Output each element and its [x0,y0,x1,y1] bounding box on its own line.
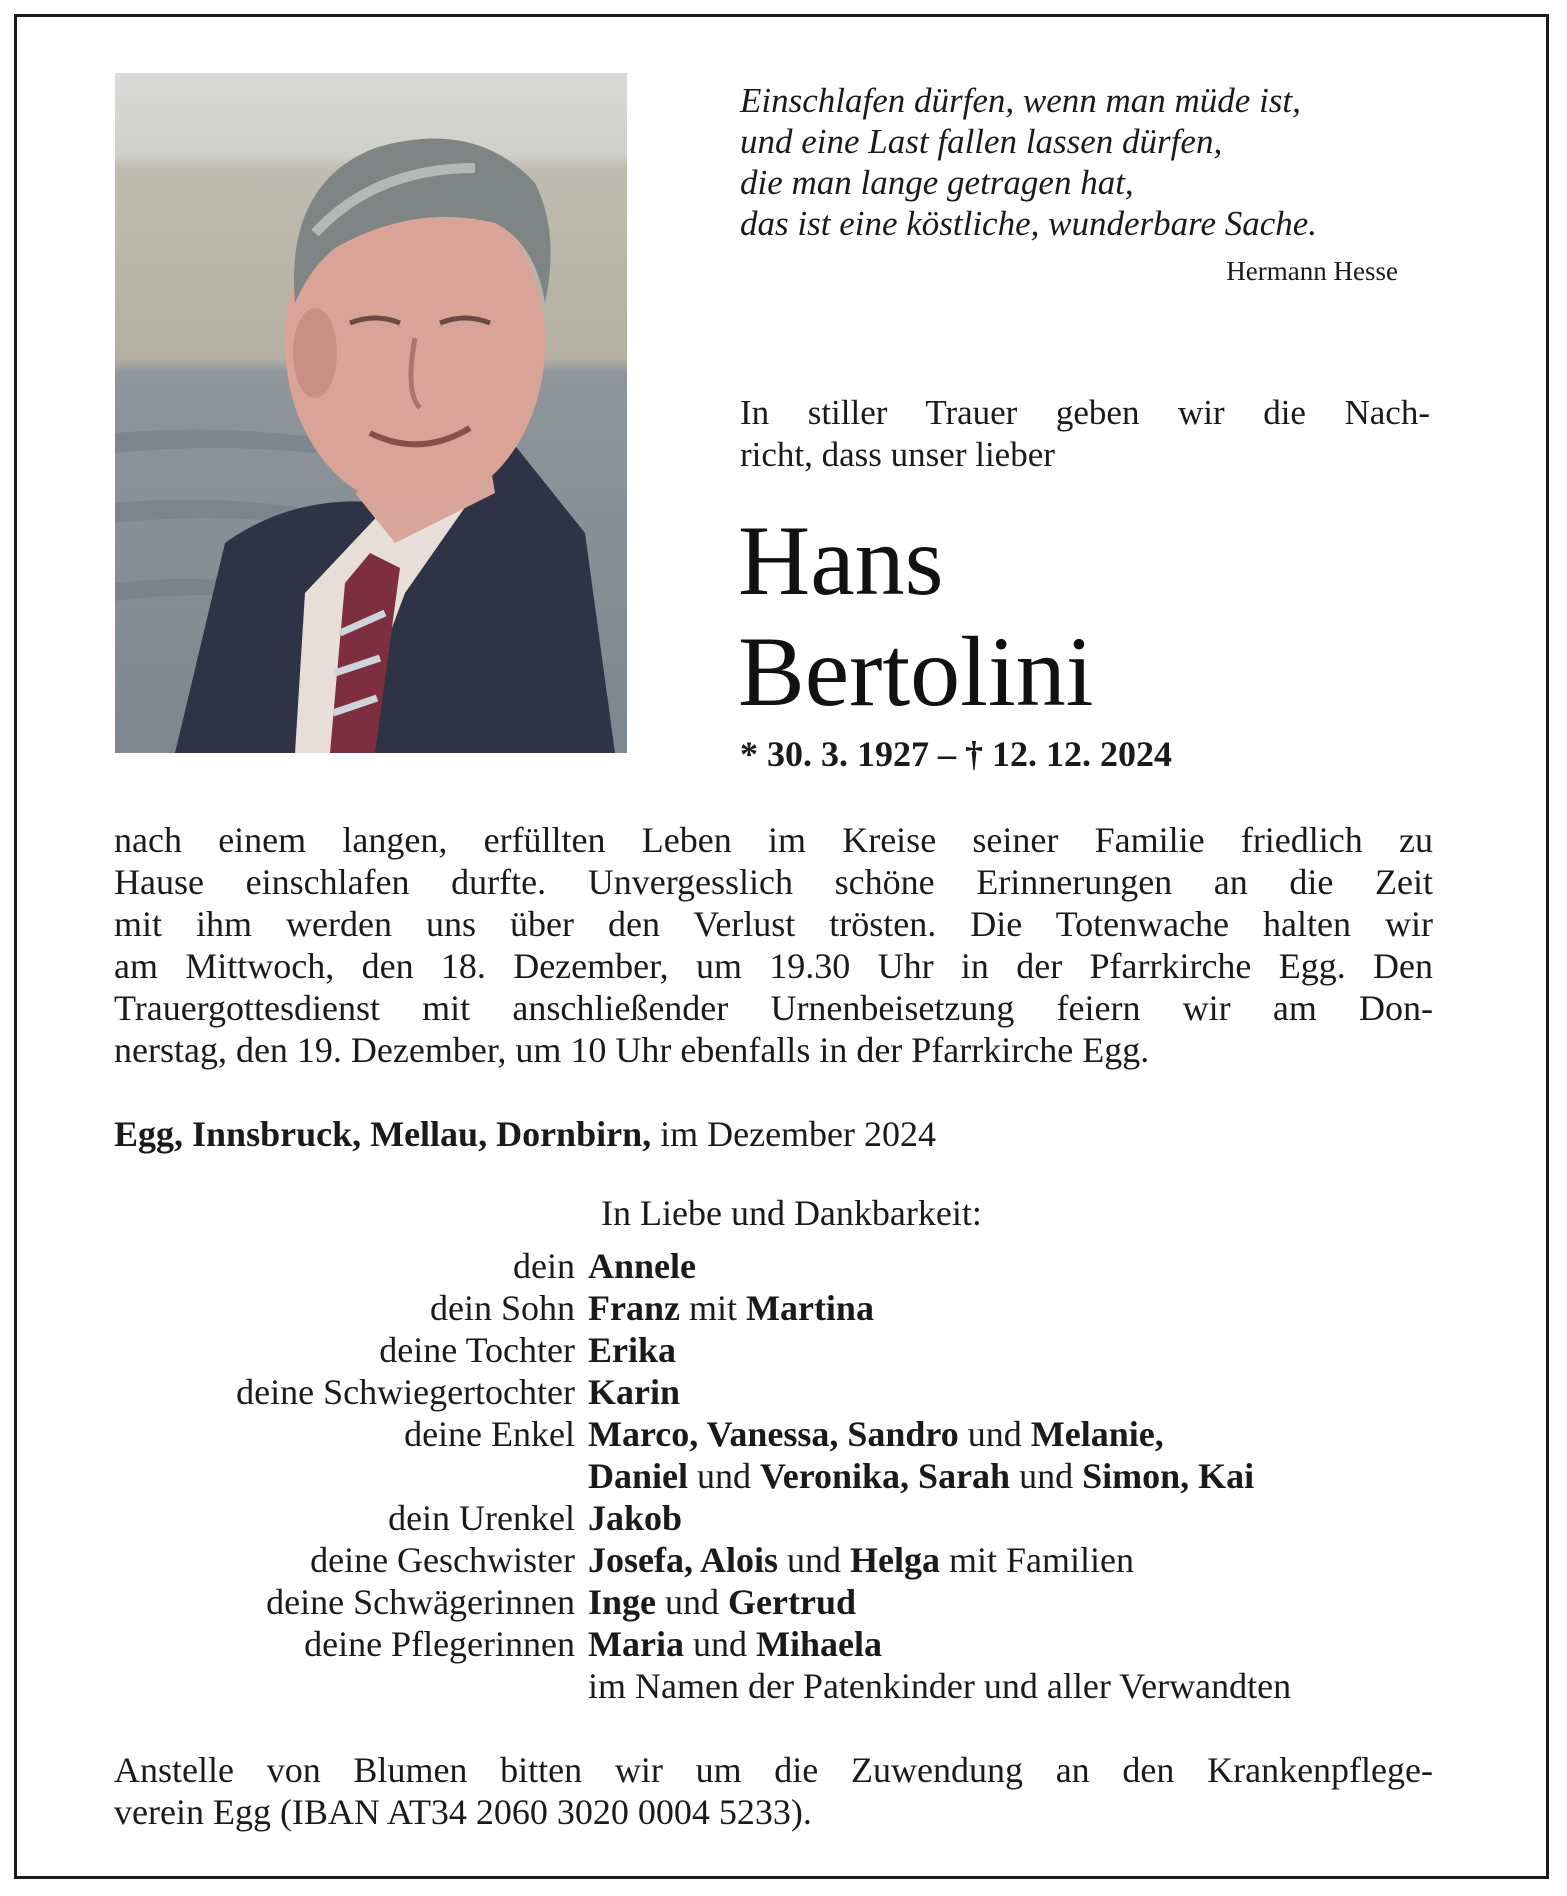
quote-line: die man lange getragen hat, [740,163,1134,202]
mourner-names [588,1497,1450,1539]
connector-text: und [683,1624,756,1664]
mourner-names [588,1245,1450,1287]
quote-line: das ist eine köstliche, wunderbare Sache. [740,204,1318,243]
mourner-row [110,1245,1450,1287]
mourner-row [110,1497,1450,1539]
quote-line: Einschlafen dürfen, wenn man müde ist, [740,81,1301,120]
connector-text: und [778,1540,851,1580]
announcement-body [114,819,1433,1071]
mourner-relation: deine Schwiegertochter [236,1372,575,1412]
places-list: Egg, Innsbruck, Mellau, Dornbirn, [114,1114,652,1154]
mourner-relation: deine Pflegerinnen [304,1624,575,1664]
date-text: im Dezember 2024 [651,1114,937,1154]
connector-text: mit Familien [940,1540,1134,1580]
footer-line: verein Egg (IBAN AT34 2060 3020 0004 5233). [114,1792,812,1832]
mourner-relation: dein Sohn [429,1288,575,1328]
mourner-name: Simon, Kai [1082,1456,1255,1496]
mourners-list [110,1245,1450,1707]
mourner-relation: deine Schwägerinnen [266,1582,575,1622]
mourner-names [588,1413,1450,1455]
mourner-relation [110,1665,588,1707]
body-line: mit ihm werden uns über den Verlust trösten. Die Totenwache halten wir [114,904,1433,944]
connector-text: und [656,1582,729,1622]
mourner-names [588,1371,1450,1413]
mourner-relation: deine Enkel [404,1414,575,1454]
mourner-row [110,1371,1450,1413]
mourner-name: Melanie, [1030,1414,1164,1454]
body-line: nerstag, den 19. Dezember, um 10 Uhr ebenfalls in der Pfarrkirche Egg. [114,1030,1150,1070]
intro-text [740,392,1430,476]
mourner-name: Marco, Vanessa, Sandro [588,1414,959,1454]
connector-text: und [958,1414,1031,1454]
mourner-relation: deine Tochter [379,1330,575,1370]
mourner-name: Josefa, Alois [588,1540,779,1580]
intro-line: In stiller Trauer geben wir die Nach- [740,393,1430,432]
mourner-name: Franz [588,1288,680,1328]
mourner-names [588,1665,1450,1707]
mourner-name: Erika [588,1330,677,1370]
mourner-name: Jakob [588,1498,683,1538]
intro-line: richt, dass unser lieber [740,435,1055,474]
mourner-row [110,1287,1450,1329]
connector-text: und [688,1456,761,1496]
mourner-row [110,1413,1450,1455]
mourner-name: Daniel [588,1456,689,1496]
footer-line: Anstelle von Blumen bitten wir um die Zuwendung an den Krankenpflege- [114,1750,1433,1790]
connector-text: im Namen der Patenkinder und aller Verwandten [588,1666,1292,1706]
last-name: Bertolini [738,616,1094,727]
mourner-row [110,1455,1450,1497]
greeting: In Liebe und Dankbarkeit: [601,1193,982,1233]
mourner-relation: dein [513,1246,575,1286]
connector-text: mit [679,1288,746,1328]
donation-note [114,1749,1433,1833]
mourner-row [110,1665,1450,1707]
mourner-names [588,1539,1450,1581]
mourner-name: Helga [850,1540,940,1580]
body-line: am Mittwoch, den 18. Dezember, um 19.30 Uhr in der Pfarrkirche Egg. Den [114,946,1433,986]
body-line: nach einem langen, erfüllten Leben im Kreise seiner Familie friedlich zu [114,820,1433,860]
deceased-name [738,505,1458,727]
places-and-date [114,1113,1114,1155]
life-dates: * 30. 3. 1927 – † 12. 12. 2024 [740,734,1172,774]
first-name: Hans [738,505,944,616]
mourner-names [588,1455,1450,1497]
mourner-name: Veronika, Sarah [760,1456,1011,1496]
connector-text: und [1010,1456,1083,1496]
body-line: Hause einschlafen durfte. Unvergesslich schöne Erinnerungen an die Zeit [114,862,1433,902]
mourner-name: Inge [588,1582,657,1622]
mourner-row [110,1329,1450,1371]
hesse-quote [740,80,1440,244]
portrait-photo [115,73,627,753]
mourner-row [110,1623,1450,1665]
mourner-row [110,1539,1450,1581]
mourner-names [588,1329,1450,1371]
mourner-names [588,1287,1450,1329]
mourner-name: Gertrud [728,1582,856,1622]
body-line: Trauergottesdienst mit anschließender Urnenbeisetzung feiern wir am Don- [114,988,1433,1028]
mourner-names [588,1581,1450,1623]
mourner-row [110,1581,1450,1623]
mourner-relation: dein Urenkel [388,1498,575,1538]
mourner-name: Martina [745,1288,874,1328]
quote-line: und eine Last fallen lassen dürfen, [740,122,1223,161]
mourner-relation: deine Geschwister [310,1540,575,1580]
mourner-name: Karin [588,1372,681,1412]
mourner-name: Maria [588,1624,684,1664]
mourner-names [588,1623,1450,1665]
mourner-name: Annele [588,1246,696,1286]
mourner-name: Mihaela [755,1624,882,1664]
quote-author: Hermann Hesse [1226,256,1398,286]
mourner-relation [110,1455,588,1497]
